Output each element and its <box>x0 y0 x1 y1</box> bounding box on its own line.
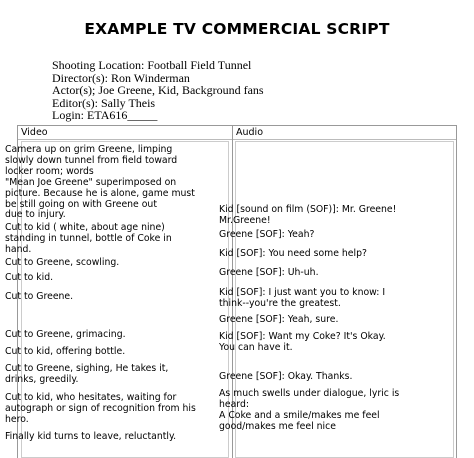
audio-line: Kid [SOF]: You need some help? <box>219 248 367 259</box>
video-shot: Cut to kid, offering bottle. <box>5 346 126 357</box>
shooting-location: Shooting Location: Football Field Tunnel <box>52 58 252 72</box>
video-shot: Cut to kid ( white, about age nine) standing in tunnel, bottle of Coke in hand. <box>5 222 172 255</box>
production-details <box>52 59 264 122</box>
video-shot: Cut to kid, who hesitates, waiting for autograph or sign of recognition from his hero. <box>5 392 196 425</box>
video-shot: Camera up on grim Greene, limping slowly down tunnel from field toward locker room; words "Mean Joe Greene" superimposed on picture. Because he is alone, game must be still going on with Greene out due to injury. <box>5 144 195 221</box>
audio-line: Kid [sound on film (SOF)]: Mr. Greene! Mr.Greene! <box>219 204 397 226</box>
document-title: EXAMPLE TV COMMERCIAL SCRIPT <box>84 20 390 38</box>
video-shot: Cut to Greene, scowling. <box>5 257 120 268</box>
editors: Editor(s): Sally Theis <box>52 95 156 110</box>
audio-line: Greene [SOF]: Yeah, sure. <box>219 314 339 325</box>
video-shot: Cut to Greene, sighing, He takes it, drinks, greedily. <box>5 363 169 385</box>
audio-line: Greene [SOF]: Yeah? <box>219 229 315 240</box>
audio-line: Greene [SOF]: Okay. Thanks. <box>219 371 353 382</box>
video-shot: Cut to Greene, grimacing. <box>5 329 126 340</box>
header-divider <box>18 139 456 140</box>
audio-line: Kid [SOF]: Want my Coke? It's Okay. You can have it. <box>219 331 386 353</box>
actors: Actor(s); Joe Greene, Kid, Background fans <box>52 83 264 98</box>
audio-line: Kid [SOF]: I just want you to know: I think--you're the greatest. <box>219 287 386 309</box>
video-shot: Cut to Greene. <box>5 291 74 302</box>
video-shot: Finally kid turns to leave, reluctantly. <box>5 431 177 442</box>
audio-line: As much swells under dialogue, lyric is heard: A Coke and a smile/makes me feel good/makes me feel nice <box>219 388 400 432</box>
audio-line: Greene [SOF]: Uh-uh. <box>219 267 319 278</box>
audio-column-header: Audio <box>236 127 264 138</box>
video-shot: Cut to kid. <box>5 272 54 283</box>
login: Login: ETA616_____ <box>52 108 158 123</box>
video-column-header: Video <box>21 127 48 138</box>
directors: Director(s): Ron Winderman <box>52 70 190 85</box>
